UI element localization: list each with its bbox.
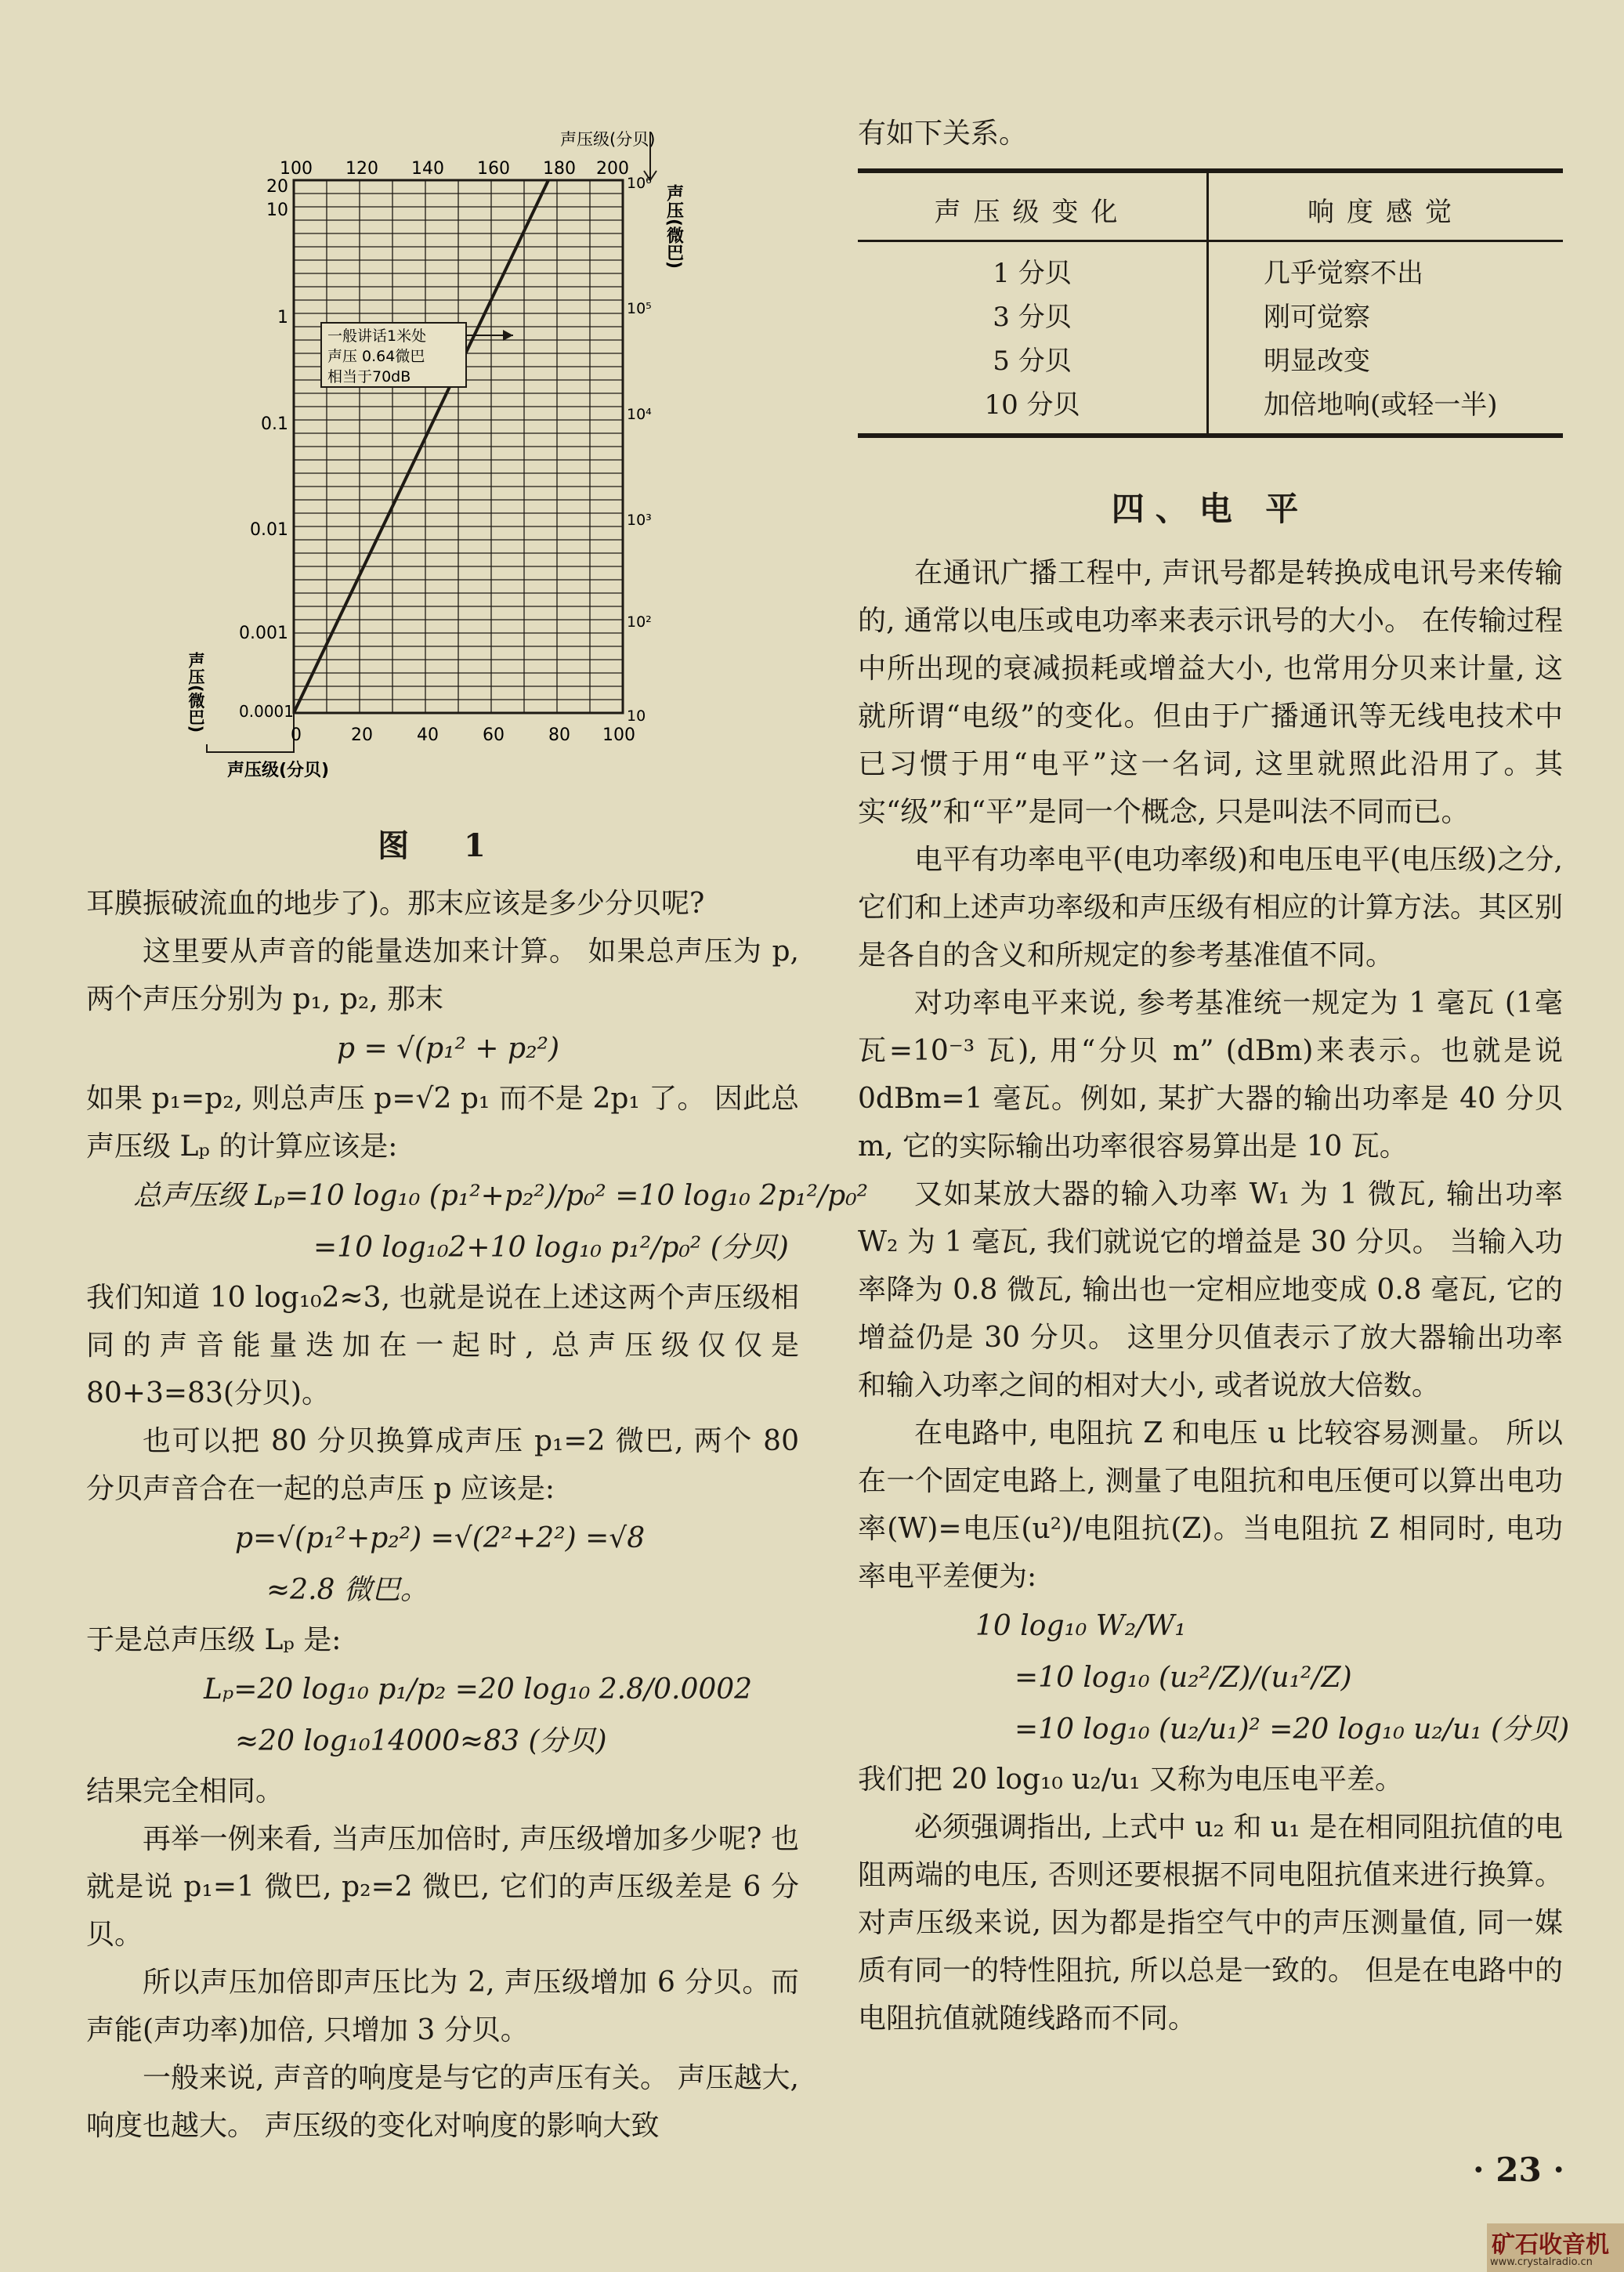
figure-caption: 图 1 bbox=[378, 827, 508, 864]
formula: =10 log₁₀ (u₂/u₁)² =20 log₁₀ u₂/u₁ (分贝) bbox=[1015, 1713, 1570, 1746]
arrowhead-icon bbox=[503, 330, 513, 341]
sound-pressure-chart bbox=[86, 125, 799, 815]
formula: =10 log₁₀2+10 log₁₀ p₁²/p₀² (分贝) bbox=[313, 1232, 789, 1264]
paragraph: 电平有功率电平(电功率级)和电压电平(电压级)之分, 它们和上述声功率级和声压级有相应的计算方法。其区别是各自的含义和所规定的参考基准值不同。 bbox=[858, 844, 1564, 971]
annotation-line-2: 声压 0.64微巴 bbox=[327, 348, 425, 365]
paragraph: 又如某放大器的输入功率 W₁ 为 1 微瓦, 输出功率 W₂ 为 1 毫瓦, 我们就说它的增益是 30 分贝。 当输入功率降为 0.8 微瓦, 输出也一定相应地变成 0.8 毫瓦, 它的增益仍是 30 分贝。 这里分贝值表示了放大器输出功率和输入功率之间的相对大小, 或者说放大倍数。 bbox=[858, 1178, 1563, 1402]
right-tick: 10⁶ bbox=[627, 175, 652, 192]
table-cell: 10 分贝 bbox=[858, 383, 1208, 436]
left-tick: 0.1 bbox=[261, 414, 288, 434]
table-cell: 加倍地响(或轻一半) bbox=[1208, 383, 1564, 436]
formula: p=√(p₁²+p₂²) =√(2²+2²) =√8 bbox=[235, 1522, 646, 1554]
top-tick: 100 bbox=[280, 159, 313, 179]
paragraph: 我们把 20 log₁₀ u₂/u₁ 又称为电压电平差。 bbox=[858, 1764, 1404, 1796]
bottom-tick: 100 bbox=[602, 725, 635, 745]
bottom-tick: 40 bbox=[417, 725, 439, 745]
table-row bbox=[858, 383, 1563, 436]
annotation-line-3: 相当于70dB bbox=[327, 368, 411, 385]
paragraph: 也可以把 80 分贝换算成声压 p₁=2 微巴, 两个 80 分贝声音合在一起的总声压 p 应该是: bbox=[86, 1425, 799, 1505]
formula: ≈2.8 微巴。 bbox=[266, 1574, 429, 1606]
top-axis-label: 声压级(分贝) bbox=[560, 130, 656, 149]
right-column bbox=[858, 110, 1570, 2042]
paragraph: 如果 p₁=p₂, 则总声压 p=√2 p₁ 而不是 2p₁ 了。 因此总声压级 Lₚ 的计算应该是: bbox=[86, 1083, 799, 1163]
left-tick: 1 bbox=[277, 308, 288, 327]
table-row bbox=[858, 339, 1563, 383]
top-tick: 180 bbox=[543, 159, 576, 179]
bottom-tick: 80 bbox=[548, 725, 570, 745]
loudness-table bbox=[858, 168, 1563, 438]
formula: =10 log₁₀ (u₂²/Z)/(u₁²/Z) bbox=[1015, 1662, 1352, 1694]
paragraph: 在电路中, 电阻抗 Z 和电压 u 比较容易测量。 所以在一个固定电路上, 测量了电阻抗和电压便可以算出电功率(W)=电压(u²)/电阻抗(Z)。当电阻抗 Z 相同时, 电功率电平差便为: bbox=[858, 1417, 1563, 1593]
paragraph: 一般来说, 声音的响度是与它的声压有关。 声压越大, 响度也越大。 声压级的变化对响度的影响大致 bbox=[86, 2062, 799, 2142]
right-tick: 10² bbox=[627, 613, 652, 631]
top-tick: 200 bbox=[596, 159, 629, 179]
table-row bbox=[858, 241, 1563, 296]
figure-1 bbox=[86, 125, 799, 815]
left-tick: 20 bbox=[266, 177, 288, 197]
watermark-url: www.crystalradio.cn bbox=[1490, 2256, 1593, 2268]
left-tick: 10 bbox=[266, 201, 288, 220]
table-cell: 1 分贝 bbox=[858, 241, 1208, 296]
paragraph: 耳膜振破流血的地步了)。那末应该是多少分贝呢? bbox=[86, 888, 705, 920]
table-header: 声压级变化 bbox=[858, 171, 1208, 241]
formula: p = √(p₁² + p₂²) bbox=[337, 1033, 559, 1065]
table-cell: 几乎觉察不出 bbox=[1264, 258, 1423, 289]
right-tick: 10 bbox=[627, 707, 646, 725]
paragraph: 有如下关系。 bbox=[858, 118, 1028, 150]
bottom-tick: 60 bbox=[483, 725, 505, 745]
paragraph: 再举一例来看, 当声压加倍时, 声压级增加多少呢? 也就是说 p₁=1 微巴, p₂=2 微巴, 它们的声压级差是 6 分贝。 bbox=[86, 1823, 799, 1951]
right-tick: 10⁵ bbox=[627, 300, 652, 317]
section-heading: 四、电 平 bbox=[1111, 490, 1310, 528]
paragraph: 所以声压加倍即声压比为 2, 声压级增加 6 分贝。而声能(声功率)加倍, 只增加 3 分贝。 bbox=[86, 1966, 799, 2046]
top-tick: 140 bbox=[411, 159, 444, 179]
paragraph: 在通讯广播工程中, 声讯号都是转换成电讯号来传输的, 通常以电压或电功率来表示讯号的大小。 在传输过程中所出现的衰减损耗或增益大小, 也常用分贝来计量, 这就所谓“电级”的变化。但由于广播通讯等无线电技术中已习惯于用“电平”这一名词, 这里就照此沿用了。其实“级”和“平”是同一个概念, 只是叫法不同而已。 bbox=[858, 557, 1563, 828]
annotation-line-1: 一般讲话1米处 bbox=[327, 327, 427, 345]
top-tick: 120 bbox=[345, 159, 378, 179]
right-tick: 10⁴ bbox=[627, 406, 652, 423]
paragraph: 我们知道 10 log₁₀2≈3, 也就是说在上述这两个声压级相同的声音能量迭加在一起时, 总声压级仅仅是 80+3=83(分贝)。 bbox=[86, 1282, 799, 1409]
page-number: · 23 · bbox=[1473, 2151, 1564, 2189]
paragraph: 于是总声压级 Lₚ 是: bbox=[86, 1624, 342, 1656]
bottom-tick: 20 bbox=[351, 725, 373, 745]
top-tick: 160 bbox=[477, 159, 510, 179]
paragraph: 对功率电平来说, 参考基准统一规定为 1 毫瓦 (1毫瓦=10⁻³ 瓦), 用“分贝 m” (dBm)来表示。也就是说 0dBm=1 毫瓦。例如, 某扩大器的输出功率是 40 分贝 m, 它的实际输出功率很容易算出是 10 瓦。 bbox=[858, 987, 1563, 1163]
table-cell: 3 分贝 bbox=[858, 295, 1208, 339]
paragraph: 必须强调指出, 上式中 u₂ 和 u₁ 是在相同阻抗值的电阻两端的电压, 否则还要根据不同电阻抗值来进行换算。 对声压级来说, 因为都是指空气中的声压测量值, 同一媒质有同一的特性阻抗, 所以总是一致的。 但是在电路中的电阻抗值就随线路而不同。 bbox=[858, 1811, 1563, 2035]
table-cell: 刚可觉察 bbox=[1264, 302, 1370, 333]
formula: 10 log₁₀ W₂/W₁ bbox=[975, 1610, 1186, 1642]
paragraph: 结果完全相同。 bbox=[86, 1775, 284, 1807]
table-header: 响度感觉 bbox=[1208, 171, 1564, 241]
left-tick: 0.01 bbox=[250, 520, 288, 540]
watermark-logo bbox=[1487, 2223, 1624, 2272]
formula: 总声压级 Lₚ=10 log₁₀ (p₁²+p₂²)/p₀² =10 log₁₀ 2p₁²/p₀² bbox=[133, 1180, 869, 1212]
left-tick: 0.001 bbox=[239, 624, 288, 643]
table-cell: 明显改变 bbox=[1264, 346, 1370, 377]
bottom-axis-label: 声压级(分贝) bbox=[227, 761, 330, 780]
table-row bbox=[858, 295, 1563, 339]
right-tick: 10³ bbox=[627, 512, 652, 529]
left-column bbox=[86, 125, 869, 2150]
formula: Lₚ=20 log₁₀ p₁/p₂ =20 log₁₀ 2.8/0.0002 bbox=[204, 1673, 753, 1706]
formula: ≈20 log₁₀14000≈83 (分贝) bbox=[235, 1725, 607, 1757]
left-tick: 0.0001 bbox=[239, 702, 294, 721]
left-axis-label: 声压(微巴) bbox=[186, 652, 205, 733]
bottom-tick: 0 bbox=[291, 725, 302, 745]
table-cell: 5 分贝 bbox=[858, 339, 1208, 383]
right-axis-label: 声压(微巴) bbox=[664, 184, 684, 270]
table-header-row bbox=[858, 171, 1563, 241]
watermark-title: 矿石收音机 bbox=[1492, 2231, 1609, 2259]
paragraph: 这里要从声音的能量迭加来计算。 如果总声压为 p, 两个声压分别为 p₁, p₂, 那末 bbox=[86, 935, 799, 1015]
